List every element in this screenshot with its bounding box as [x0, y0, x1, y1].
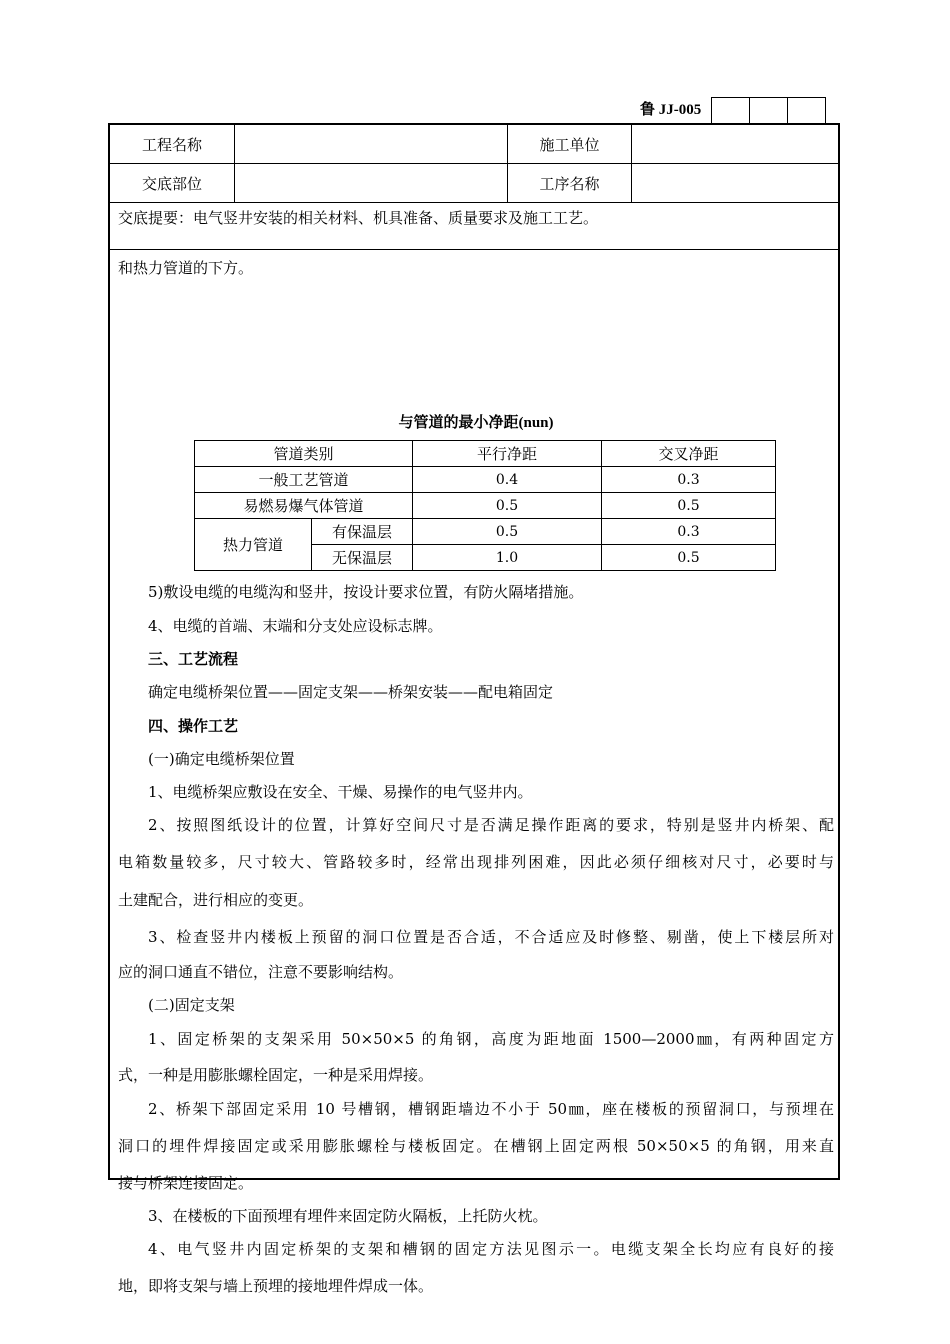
cross-distance: 0.5: [602, 545, 776, 571]
cross-distance: 0.3: [602, 467, 776, 493]
para-s1-2c: 土建配合，进行相应的变更。: [118, 891, 314, 909]
para-s2-2c: 接与桥架连接固定。: [118, 1174, 254, 1192]
table-caption: 与管道的最小净距(nun): [398, 415, 554, 431]
process-name-value[interactable]: [631, 164, 838, 202]
process-flow: 确定电缆桥架位置——固定支架——桥架安装——配电箱固定: [148, 683, 554, 701]
para-s1-3a: 3、检查竖井内楼板上预留的洞口位置是否合适，不合适应及时修整、剔凿，使上下楼层所对: [148, 928, 834, 946]
table-header-row: [195, 441, 776, 467]
heading-process-flow: 三、工艺流程: [148, 650, 239, 668]
process-name-label: 工序名称: [507, 164, 631, 202]
para-s2-4b: 地，即将支架与墙上预埋的接地埋件焊成一体。: [118, 1277, 434, 1295]
para-s1-2b: 电箱数量较多，尺寸较大、管路较多时，经常出现排列困难，因此必须仔细核对尺寸，必要时与: [118, 853, 834, 871]
para-s2-2b: 洞口的埋件焊接固定或采用膨胀螺栓与楼板固定。在槽钢上固定两根 50×50×5 的角钢，用来直: [118, 1137, 834, 1155]
table-row: [195, 493, 776, 519]
code-box: [787, 97, 826, 123]
parallel-distance: 0.5: [413, 493, 602, 519]
insulation-subtype: 无保温层: [312, 545, 413, 571]
project-name-label: 工程名称: [141, 135, 202, 154]
table-row: [195, 519, 776, 545]
code-box: [749, 97, 788, 123]
table-row: [195, 467, 776, 493]
heading-operation: 四、操作工艺: [148, 717, 239, 735]
subheading-2: (二)固定支架: [148, 996, 235, 1014]
pipe-type: 易燃易爆气体管道: [195, 493, 413, 519]
pipe-type: 一般工艺管道: [195, 467, 413, 493]
construction-unit-value[interactable]: [631, 125, 838, 163]
cross-distance: 0.3: [602, 519, 776, 545]
parallel-distance: 0.4: [413, 467, 602, 493]
parallel-distance: 1.0: [413, 545, 602, 571]
construction-unit-label: 施工单位: [507, 125, 631, 163]
para-s1-3b: 应的洞口通直不错位，注意不要影响结构。: [118, 963, 404, 981]
parallel-distance: 0.5: [413, 519, 602, 545]
header-row-2: [110, 164, 838, 203]
form-code-row: [640, 97, 826, 123]
min-distance-table: [194, 440, 776, 571]
para-4: 4、电缆的首端、末端和分支处应设标志牌。: [148, 617, 443, 635]
cross-distance: 0.5: [602, 493, 776, 519]
para-s2-1a: 1、固定桥架的支架采用 50×50×5 的角钢，高度为距地面 1500—2000㎜，有两种固定方: [148, 1030, 834, 1048]
subheading-1: (一)确定电缆桥架位置: [148, 750, 295, 768]
para-s2-4a: 4、电气竖井内固定桥架的支架和槽钢的固定方法见图示一。电缆支架全长均应有良好的接: [148, 1240, 834, 1258]
col-parallel-header: 平行净距: [413, 441, 602, 467]
heat-pipe-type: 热力管道: [195, 519, 312, 571]
project-name-value[interactable]: [234, 125, 507, 163]
insulation-subtype: 有保温层: [312, 519, 413, 545]
intro-line: 和热力管道的下方。: [118, 259, 254, 277]
col-type-header: 管道类别: [195, 441, 413, 467]
briefing-part-value[interactable]: [234, 164, 507, 202]
briefing-sheet: [108, 123, 840, 1295]
para-s2-3: 3、在楼板的下面预埋有埋件来固定防火隔板，上托防火枕。: [148, 1207, 548, 1225]
briefing-summary: 交底提要：电气竖井安装的相关材料、机具准备、质量要求及施工工艺。: [110, 203, 838, 250]
para-s1-2a: 2、按照图纸设计的位置，计算好空间尺寸是否满足操作距离的要求，特别是竖井内桥架、配: [148, 816, 834, 834]
para-s1-1: 1、电缆桥架应敷设在安全、干燥、易操作的电气竖井内。: [148, 783, 533, 801]
briefing-part-label: 交底部位: [141, 174, 202, 193]
header-row-1: [110, 125, 838, 164]
para-5: 5)敷设电缆的电缆沟和竖井，按设计要求位置，有防火隔堵措施。: [148, 583, 584, 601]
code-box: [711, 97, 750, 123]
para-s2-1b: 式，一种是用膨胀螺栓固定，一种是采用焊接。: [118, 1066, 434, 1084]
form-code: 鲁 JJ-005: [640, 102, 702, 118]
para-s2-2a: 2、桥架下部固定采用 10 号槽钢，槽钢距墙边不小于 50㎜，座在楼板的预留洞口，与预埋在: [148, 1100, 834, 1118]
col-cross-header: 交叉净距: [602, 441, 776, 467]
